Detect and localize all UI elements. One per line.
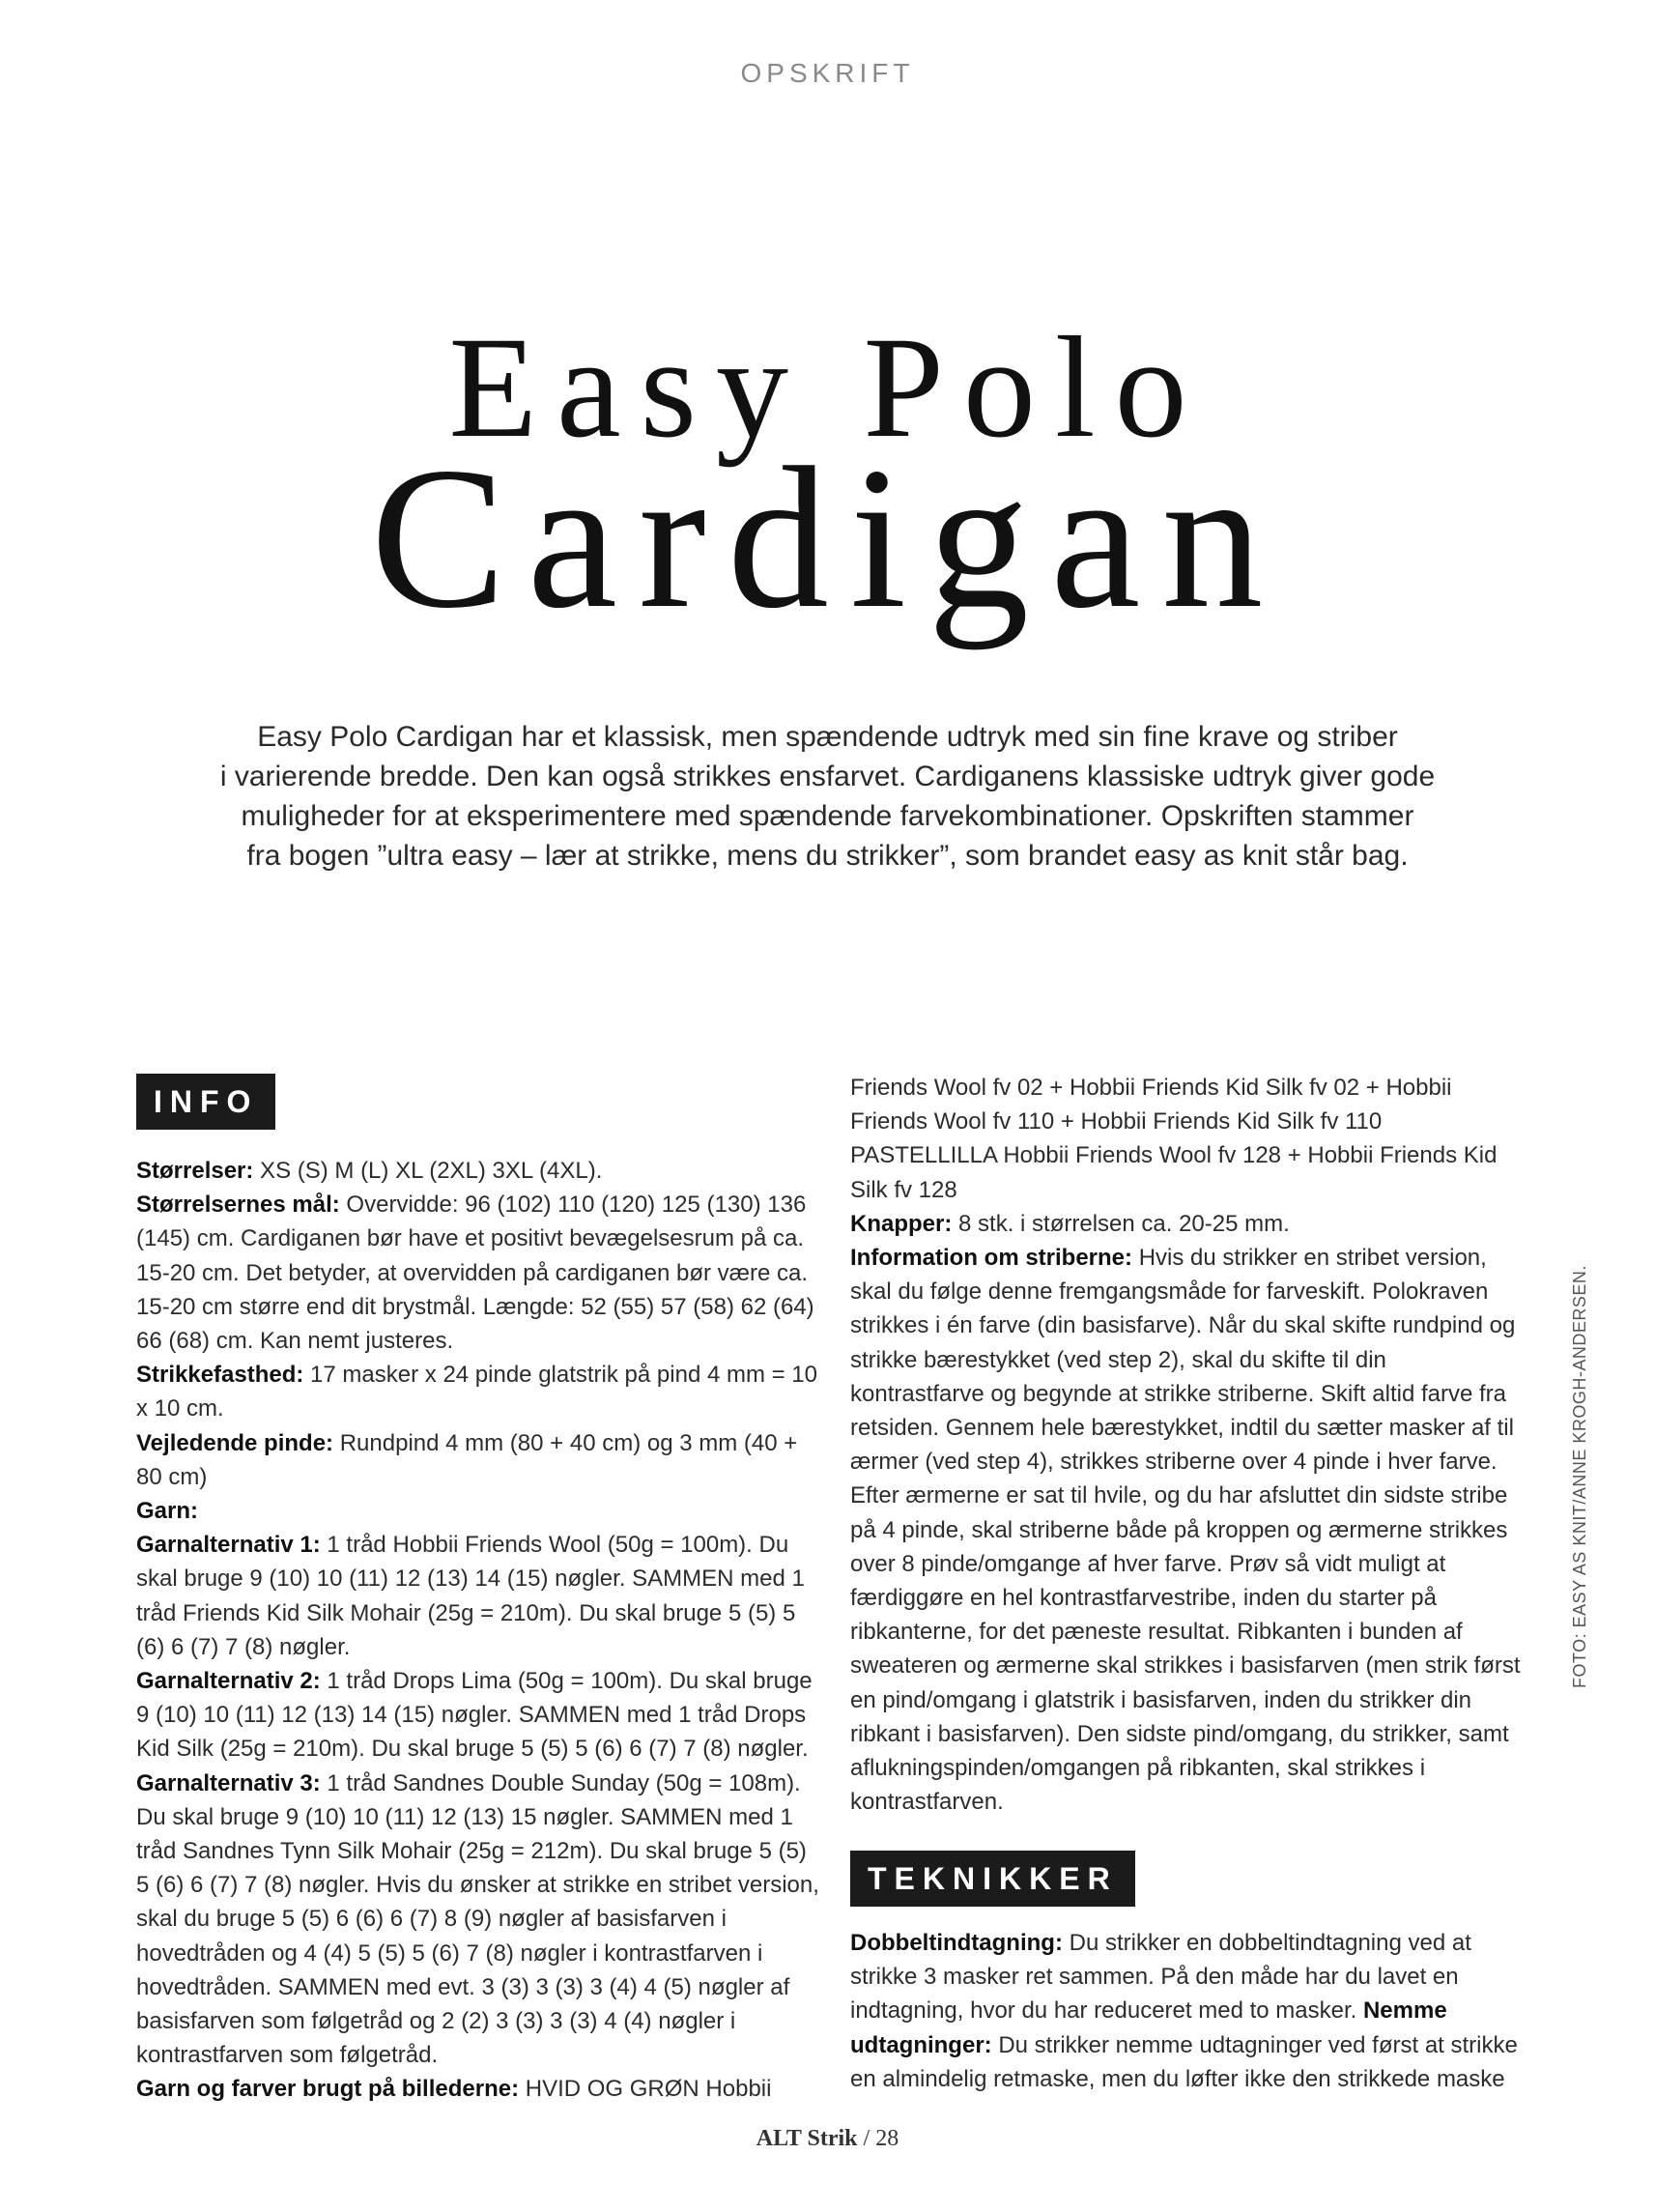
info-label: Information om striberne: — [850, 1245, 1133, 1272]
section-kicker: OPSKRIFT — [740, 58, 915, 88]
technique-label: Nemme udtagninger: — [850, 1997, 1447, 2058]
techniques-heading: TEKNIKKER — [850, 1851, 1135, 1907]
info-gauge — [136, 1358, 822, 1425]
info-value: XS (S) M (L) XL (2XL) 3XL (4XL). — [253, 1158, 603, 1184]
intro-line: Easy Polo Cardigan har et klassisk, men spændende udtryk med sin fine krave og striber — [257, 721, 1398, 753]
technique-value: Du strikker nemme udtagninger ved først at strikke en almindelig retmaske, men du løfter ikke den strikkede maske — [850, 2031, 1518, 2092]
title-line-2: Cardigan — [370, 426, 1285, 650]
info-needles — [136, 1426, 822, 1494]
intro-line: muligheder for at eksperimentere med spændende farvekombinationer. Opskriften stammer — [241, 800, 1414, 832]
info-heading: INFO — [136, 1074, 275, 1130]
info-label: Strikkefasthed: — [136, 1362, 304, 1389]
info-yarn-alt-2 — [136, 1664, 822, 1767]
info-label: Størrelsernes mål: — [136, 1192, 340, 1219]
info-label: Garnalternativ 2: — [136, 1668, 321, 1695]
photo-credit: FOTO: EASY AS KNIT/ANNE KROGH-ANDERSEN. — [1570, 1265, 1589, 1688]
info-value: Friends Wool fv 02 + Hobbii Friends Kid Silk fv 02 + Hobbii Friends Wool fv 110 + Hobbii Friends Kid Silk fv 110 PASTELLILLA Hobbii Friends Wool fv 128 + Hobbii Friends Kid Silk fv 128 — [850, 1075, 1498, 1203]
techniques-column — [850, 1926, 1527, 2096]
info-label: Vejledende pinde: — [136, 1429, 334, 1456]
info-label: Garnalternativ 1: — [136, 1532, 321, 1559]
info-value: 1 tråd Drops Lima (50g = 100m). Du skal bruge 9 (10) 10 (11) 12 (13) 14 (15) nøgler. SAMMEN med 1 tråd Drops Kid Silk (25g = 210m). Du skal bruge 5 (5) 5 (6) 6 (7) 7 (8) nøgler. — [136, 1668, 813, 1763]
info-yarn-colors — [136, 2072, 822, 2106]
right-column — [850, 1071, 1527, 1819]
info-value: 17 masker x 24 pinde glatstrik på pind 4 mm = 10 x 10 cm. — [136, 1362, 817, 1422]
info-yarn — [136, 1494, 822, 1528]
intro-text — [193, 717, 1462, 876]
info-column — [136, 1154, 822, 2107]
intro-line: fra bogen ”ultra easy – lær at strikke, mens du strikker”, som brandet easy as knit står bag. — [246, 840, 1409, 872]
info-yarn-alt-3 — [136, 1767, 822, 2073]
info-label: Garn og farver brugt på billederne: — [136, 2076, 520, 2103]
technique-value: Du strikker en dobbeltindtagning ved at strikke 3 masker ret sammen. På den måde har du lavet en indtagning, hvor du har reduceret med to masker. — [850, 1930, 1471, 2025]
info-value: Hvis du strikker en stribet version, skal du følge denne fremgangsmåde for farveskift. Polokraven strikkes i én farve (din basisfarve). Når du skal skifte rundpind og strikke bærestykket (ved step 2), skal du skifte til din kontrastfarve og begynde at strikke striberne. Skift altid farve fra retsiden. Gennem hele bærestykket, indtil du sætter masker af til ærmer (ved step 4), strikkes striberne over 4 pinde i hver farve. Efter ærmerne er sat til hvile, og du har afsluttet din sidste stribe på 4 pinde, skal striberne både på kroppen og ærmerne strikkes over 8 pinde/omgange af hver farve. Prøv så vidt muligt at færdiggøre en hel kontrastfarvestribe, inden du starter på ribkanterne, for det pæneste resultat. Ribkanten i bunden af sweateren og ærmerne skal strikkes i basisfarven (men strik først en pind/omgang i glatstrik i basisfarven, inden du strikker din ribkant i basisfarven). Den sidste pind/omgang, du strikker, samt aflukningspinden/omgangen på ribkanten, skal strikkes i kontrastfarven. — [850, 1245, 1521, 1816]
info-label: Garn: — [136, 1498, 199, 1525]
footer-separator: / — [857, 2126, 876, 2151]
technique-label: Dobbeltindtagning: — [850, 1930, 1063, 1956]
title-line-1: Easy Polo — [448, 307, 1207, 468]
info-label: Garnalternativ 3: — [136, 1769, 321, 1796]
info-stripes — [850, 1241, 1527, 1819]
magazine-name: ALT Strik — [756, 2126, 858, 2151]
intro-line: i varierende bredde. Den kan også strikkes ensfarvet. Cardiganens klassiske udtryk giver gode — [219, 761, 1436, 792]
info-buttons — [850, 1207, 1527, 1241]
page-number: 28 — [875, 2126, 899, 2151]
info-value: 8 stk. i størrelsen ca. 20-25 mm. — [952, 1210, 1290, 1237]
info-label: Knapper: — [850, 1210, 953, 1237]
info-measurements — [136, 1188, 822, 1358]
info-value: HVID OG GRØN Hobbii — [519, 2076, 772, 2103]
techniques-text — [850, 1926, 1527, 2096]
info-sizes — [136, 1154, 822, 1188]
yarn-colors-continued — [850, 1071, 1527, 1207]
info-value: 1 tråd Hobbii Friends Wool (50g = 100m). Du skal bruge 9 (10) 10 (11) 12 (13) 14 (15) nøgler. SAMMEN med 1 tråd Friends Kid Silk Mohair (25g = 210m). Du skal bruge 5 (5) 5 (6) 6 (7) 7 (8) nøgler. — [136, 1532, 805, 1660]
page-footer — [0, 2126, 1655, 2152]
info-value: 1 tråd Sandnes Double Sunday (50g = 108m). Du skal bruge 9 (10) 10 (11) 12 (13) 15 nøgler. SAMMEN med 1 tråd Sandnes Tynn Silk Mohair (25g = 212m). Du skal bruge 5 (5) 5 (6) 6 (7) 7 (8) nøgler. Hvis du ønsker at strikke en stribet version, skal du bruge 5 (5) 6 (6) 6 (7) 8 (9) nøgler af basisfarven i hovedtråden og 4 (4) 5 (5) 5 (6) 7 (8) nøgler i kontrastfarven i hovedtråden. SAMMEN med evt. 3 (3) 3 (3) 3 (4) 4 (5) nøgler af basisfarven som følgetråd og 2 (2) 3 (3) 3 (3) 4 (4) nøgler i kontrastfarven som følgetråd. — [136, 1769, 819, 2069]
info-label: Størrelser: — [136, 1158, 254, 1184]
info-yarn-alt-1 — [136, 1528, 822, 1664]
info-value: Rundpind 4 mm (80 + 40 cm) og 3 mm (40 + 80 cm) — [136, 1429, 798, 1490]
info-value: Overvidde: 96 (102) 110 (120) 125 (130) 136 (145) cm. Cardiganen bør have et positivt bevægelsesrum på ca. 15-20 cm. Det betyder, at overvidden på cardiganen bør være ca. 15-20 cm større end dit brystmål. Længde: 52 (55) 57 (58) 62 (64) 66 (68) cm. Kan nemt justeres. — [136, 1192, 814, 1355]
